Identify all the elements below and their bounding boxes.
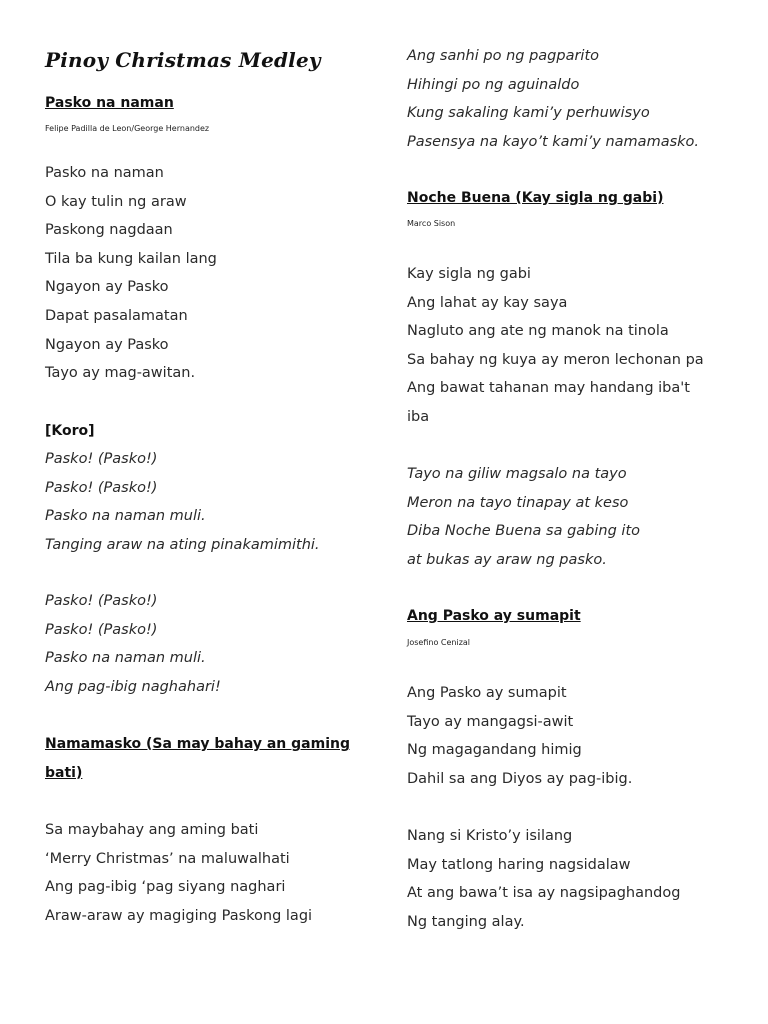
lyric-line: Ng tanging alay. <box>407 913 525 930</box>
lyric-line: Pasko! (Pasko!) <box>45 451 158 467</box>
lyric-line: Sa maybahay ang aming bati <box>45 822 259 838</box>
lyric-line: Pasko na naman muli. <box>45 508 206 525</box>
song-title-noche-buena: Noche Buena (Kay sigla ng gabi) <box>407 190 664 206</box>
song-title-namamasko: Namamasko (Sa may bahay an gaming bati) <box>45 736 350 781</box>
lyric-line: Ang lahat ay kay saya <box>407 294 568 311</box>
lyric-line: Ng magagandang himig <box>407 742 582 759</box>
lyric-line: Nagluto ang ate ng manok na tinola <box>407 323 669 340</box>
song-title-pasko-na-naman: Pasko na naman <box>45 95 174 111</box>
lyric-line: Tila ba kung kailan lang <box>45 250 217 267</box>
lyric-line: Kay sigla ng gabi <box>407 266 531 282</box>
lyric-line: ‘Merry Christmas’ na maluwalhati <box>45 850 290 867</box>
lyric-line: Ang bawat tahanan may handang iba't <box>407 380 690 397</box>
lyric-line: Tayo na giliw magsalo na tayo <box>407 466 627 482</box>
song-author-ang-pasko-ay-sumapit: Josefino Cenizal <box>407 638 471 647</box>
lyric-line: Dahil sa ang Diyos ay pag-ibig. <box>407 770 633 787</box>
lyric-line: Araw-araw ay magiging Paskong lagi <box>45 907 313 924</box>
lyrics-chorus-2-pasko-na-naman <box>45 587 221 701</box>
lyrics-verse-pasko-na-naman <box>45 159 217 388</box>
lyric-line: at bukas ay araw ng pasko. <box>407 551 607 568</box>
song-author-noche-buena: Marco Sison <box>407 219 456 228</box>
lyrics-verse-cont-namamasko <box>407 42 699 156</box>
lyrics-verse-noche-buena <box>407 260 704 432</box>
lyric-line: Paskong nagdaan <box>45 222 173 239</box>
lyric-line: Nang si Kristo’y isilang <box>407 828 573 844</box>
lyric-line: May tatlong haring nagsidalaw <box>407 856 631 873</box>
lyric-line: Tayo ay mag-awitan. <box>45 365 196 382</box>
lyrics-chorus-1-pasko-na-naman <box>45 445 320 559</box>
lyric-line: Hihingi po ng aguinaldo <box>407 76 580 93</box>
lyric-line: Tanging araw na ating pinakamimithi. <box>45 536 320 553</box>
lyric-line: Ang Pasko ay sumapit <box>407 685 567 701</box>
lyric-line: Pasko na naman muli. <box>45 650 206 667</box>
lyrics-verse-1-ang-pasko-ay-sumapit <box>407 679 632 793</box>
lyric-line: At ang bawa’t isa ay nagsipaghandog <box>407 885 681 902</box>
lyric-line: Ngayon ay Pasko <box>45 279 169 296</box>
lyric-line: Pasensya na kayo’t kami’y namamasko. <box>407 133 700 150</box>
lyric-line: Ngayon ay Pasko <box>45 336 169 353</box>
lyric-line: Meron na tayo tinapay at keso <box>407 494 629 511</box>
lyric-line: iba <box>407 408 430 425</box>
lyric-line: Pasko na naman <box>45 165 164 181</box>
song-author-pasko-na-naman: Felipe Padilla de Leon/George Hernandez <box>45 124 210 133</box>
song-title-ang-pasko-ay-sumapit: Ang Pasko ay sumapit <box>407 608 581 624</box>
lyric-line: Pasko! (Pasko!) <box>45 593 158 609</box>
lyric-line: Diba Noche Buena sa gabing ito <box>407 523 641 540</box>
document-title: Pinoy Christmas Medley <box>45 48 321 72</box>
lyric-line: Ang pag-ibig ‘pag siyang naghari <box>45 879 286 896</box>
lyric-line: Pasko! (Pasko!) <box>45 479 158 496</box>
lyric-line: Ang pag-ibig naghahari! <box>45 678 221 695</box>
lyric-line: Kung sakaling kami’y perhuwisyo <box>407 105 650 122</box>
lyric-line: Ang sanhi po ng pagparito <box>407 48 599 64</box>
lyric-line: Tayo ay mangagsi-awit <box>407 713 574 730</box>
lyric-line: Pasko! (Pasko!) <box>45 621 158 638</box>
lyric-line: O kay tulin ng araw <box>45 193 187 210</box>
lyrics-verse-namamasko <box>45 816 312 930</box>
lyric-line: Dapat pasalamatan <box>45 307 188 324</box>
lyrics-chorus-noche-buena <box>407 460 640 574</box>
lyrics-verse-2-ang-pasko-ay-sumapit <box>407 822 680 936</box>
chorus-label: [Koro] <box>45 423 95 439</box>
lyric-line: Sa bahay ng kuya ay meron lechonan pa <box>407 351 704 368</box>
